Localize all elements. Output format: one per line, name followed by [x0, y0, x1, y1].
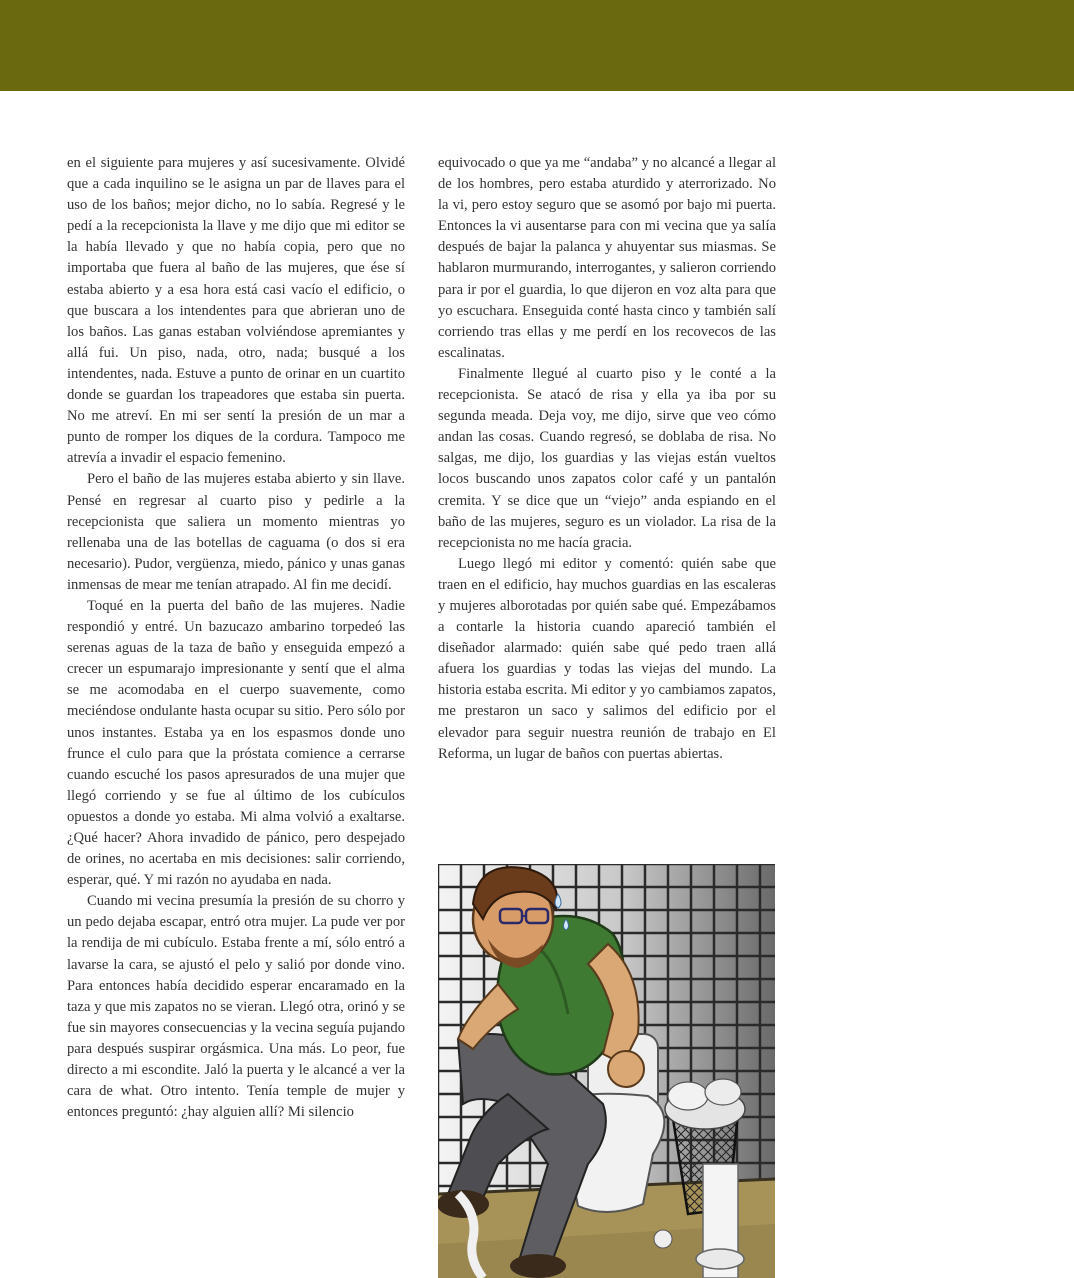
- header-banner: [0, 0, 1074, 91]
- paragraph: Luego llegó mi editor y comentó: quién sabe que traen en el edificio, hay muchos guardias en las escaleras y mujeres alborotadas por quién sabe qué. Empezábamos a contarle la historia cuando apareció también el diseñador alarmado: quién sabe qué pedo traen allá afuera los guardias y todas las viejas del mundo. La historia estaba escrita. Mi editor y yo cambiamos zapatos, me prestaron un saco y salimos del edificio por el elevador para seguir nuestra reunión de trabajo en El Reforma, un lugar de baños con puertas abiertas.: [438, 555, 776, 762]
- paragraph: Pero el baño de las mujeres estaba abierto y sin llave. Pensé en regresar al cuarto piso y pedirle a la recepcionista que saliera un momento mientras yo rellenaba una de las botellas de caguama (o dos si era necesario). Pudor, vergüenza, miedo, pánico y unas ganas inmensas de mear me tenían atrapado. Al fin me decidí.: [67, 471, 405, 593]
- paragraph: en el siguiente para mujeres y así sucesivamente. Olvidé que a cada inquilino se le asigna un par de llaves para el uso de los baños; mejor dicho, no lo sabía. Regresé y le pedí a la recepcionista la llave y me dijo que mi editor se la había llevado y que no había copia, pero que no importaba que fuera al baño de las mujeres, que ése sí estaba abierto y a esa hora está casi vacío el edificio, o que buscara a los intendentes para que abrieran uno de los baños. Las ganas estaban volviéndose apremiantes y allá fui. Un piso, nada, otro, nada; busqué a los intendentes, nada. Estuve a punto de orinar en un cuartito donde se guardan los trapeadores que estaba sin puerta. No me atreví. En mi ser sentí la presión de un mar a punto de romper los diques de la cordura. Tampoco me atrevía a invadir el espacio femenino.: [67, 155, 405, 467]
- paragraph: Cuando mi vecina presumía la presión de su chorro y un pedo dejaba escapar, entró otra mujer. La pude ver por la rendija de mi cubículo. Estaba frente a mí, sólo entró a lavarse la cara, se ajustó el pelo y salió por donde vino. Para entonces había decidido esperar encaramado en la taza y que mis zapatos no se vieran. Llegó otra, orinó y se fue sin mayores consecuencias y la vecina seguía pujando para después suspirar orgásmica. Una más. Lo peor, fue directo a mi escondite. Jaló la puerta y le alcancé a ver la cara de what. Otro intento. Tenía temple de mujer y entonces preguntó: ¿hay alguien allí? Mi silencio: [67, 893, 405, 1121]
- paragraph: equivocado o que ya me “andaba” y no alcancé a llegar al de los hombres, pero estaba aturdido y aterrorizado. No la vi, pero estoy seguro que se asomó por bajo mi puerta. Entonces la vi ausentarse para con mi vecina que ya salía después de bajar la palanca y ahuyentar sus miasmas. Se hablaron murmurando, interrogantes, y salieron corriendo para ir por el guardia, lo que dijeron en voz alta para que yo escuchara. Enseguida conté hasta cinco y también salí corriendo tras ellas y me perdí en los recovecos de las escalinatas.: [438, 155, 776, 361]
- text-column-left: [67, 153, 405, 1278]
- paragraph: Finalmente llegué al cuarto piso y le conté a la recepcionista. Se atacó de risa y ella ya iba por su segunda meada. Deja voy, me dijo, sirve que veo cómo andan las cosas. Cuando regresó, se doblaba de risa. No salgas, me dijo, los guardias y las viejas están vueltos locos buscando unos zapatos color café y un pantalón cremita. Y se dice que un “viejo” anda espiando en el baño de las mujeres, seguro es un violador. La risa de la recepcionista no me hacía gracia.: [438, 365, 776, 551]
- bathroom-illustration: [438, 864, 775, 1278]
- text-column-right: [438, 153, 776, 853]
- paragraph: Toqué en la puerta del baño de las mujeres. Nadie respondió y entré. Un bazucazo ambarino torpedeó las serenas aguas de la taza de baño y enseguida empezó a crecer un espumarajo impresionante y sentí que el alma se me acomodaba en el cuerpo suavemente, como meciéndose ondulante hasta ocupar su sitio. Pero sólo por unos instantes. Estaba ya en los espasmos donde uno frunce el culo para que la próstata comience a cerrarse cuando escuché los pasos apresurados de una mujer que llegó corriendo y se fue al último de los cubículos opuestos a donde yo estaba. Mi alma volvió a exaltarse. ¿Qué hacer? Ahora invadido de pánico, pero despejado de orines, no acertaba en mis decisiones: salir corriendo, esperar, qué. Y mi razón no ayudaba en nada.: [67, 597, 405, 889]
